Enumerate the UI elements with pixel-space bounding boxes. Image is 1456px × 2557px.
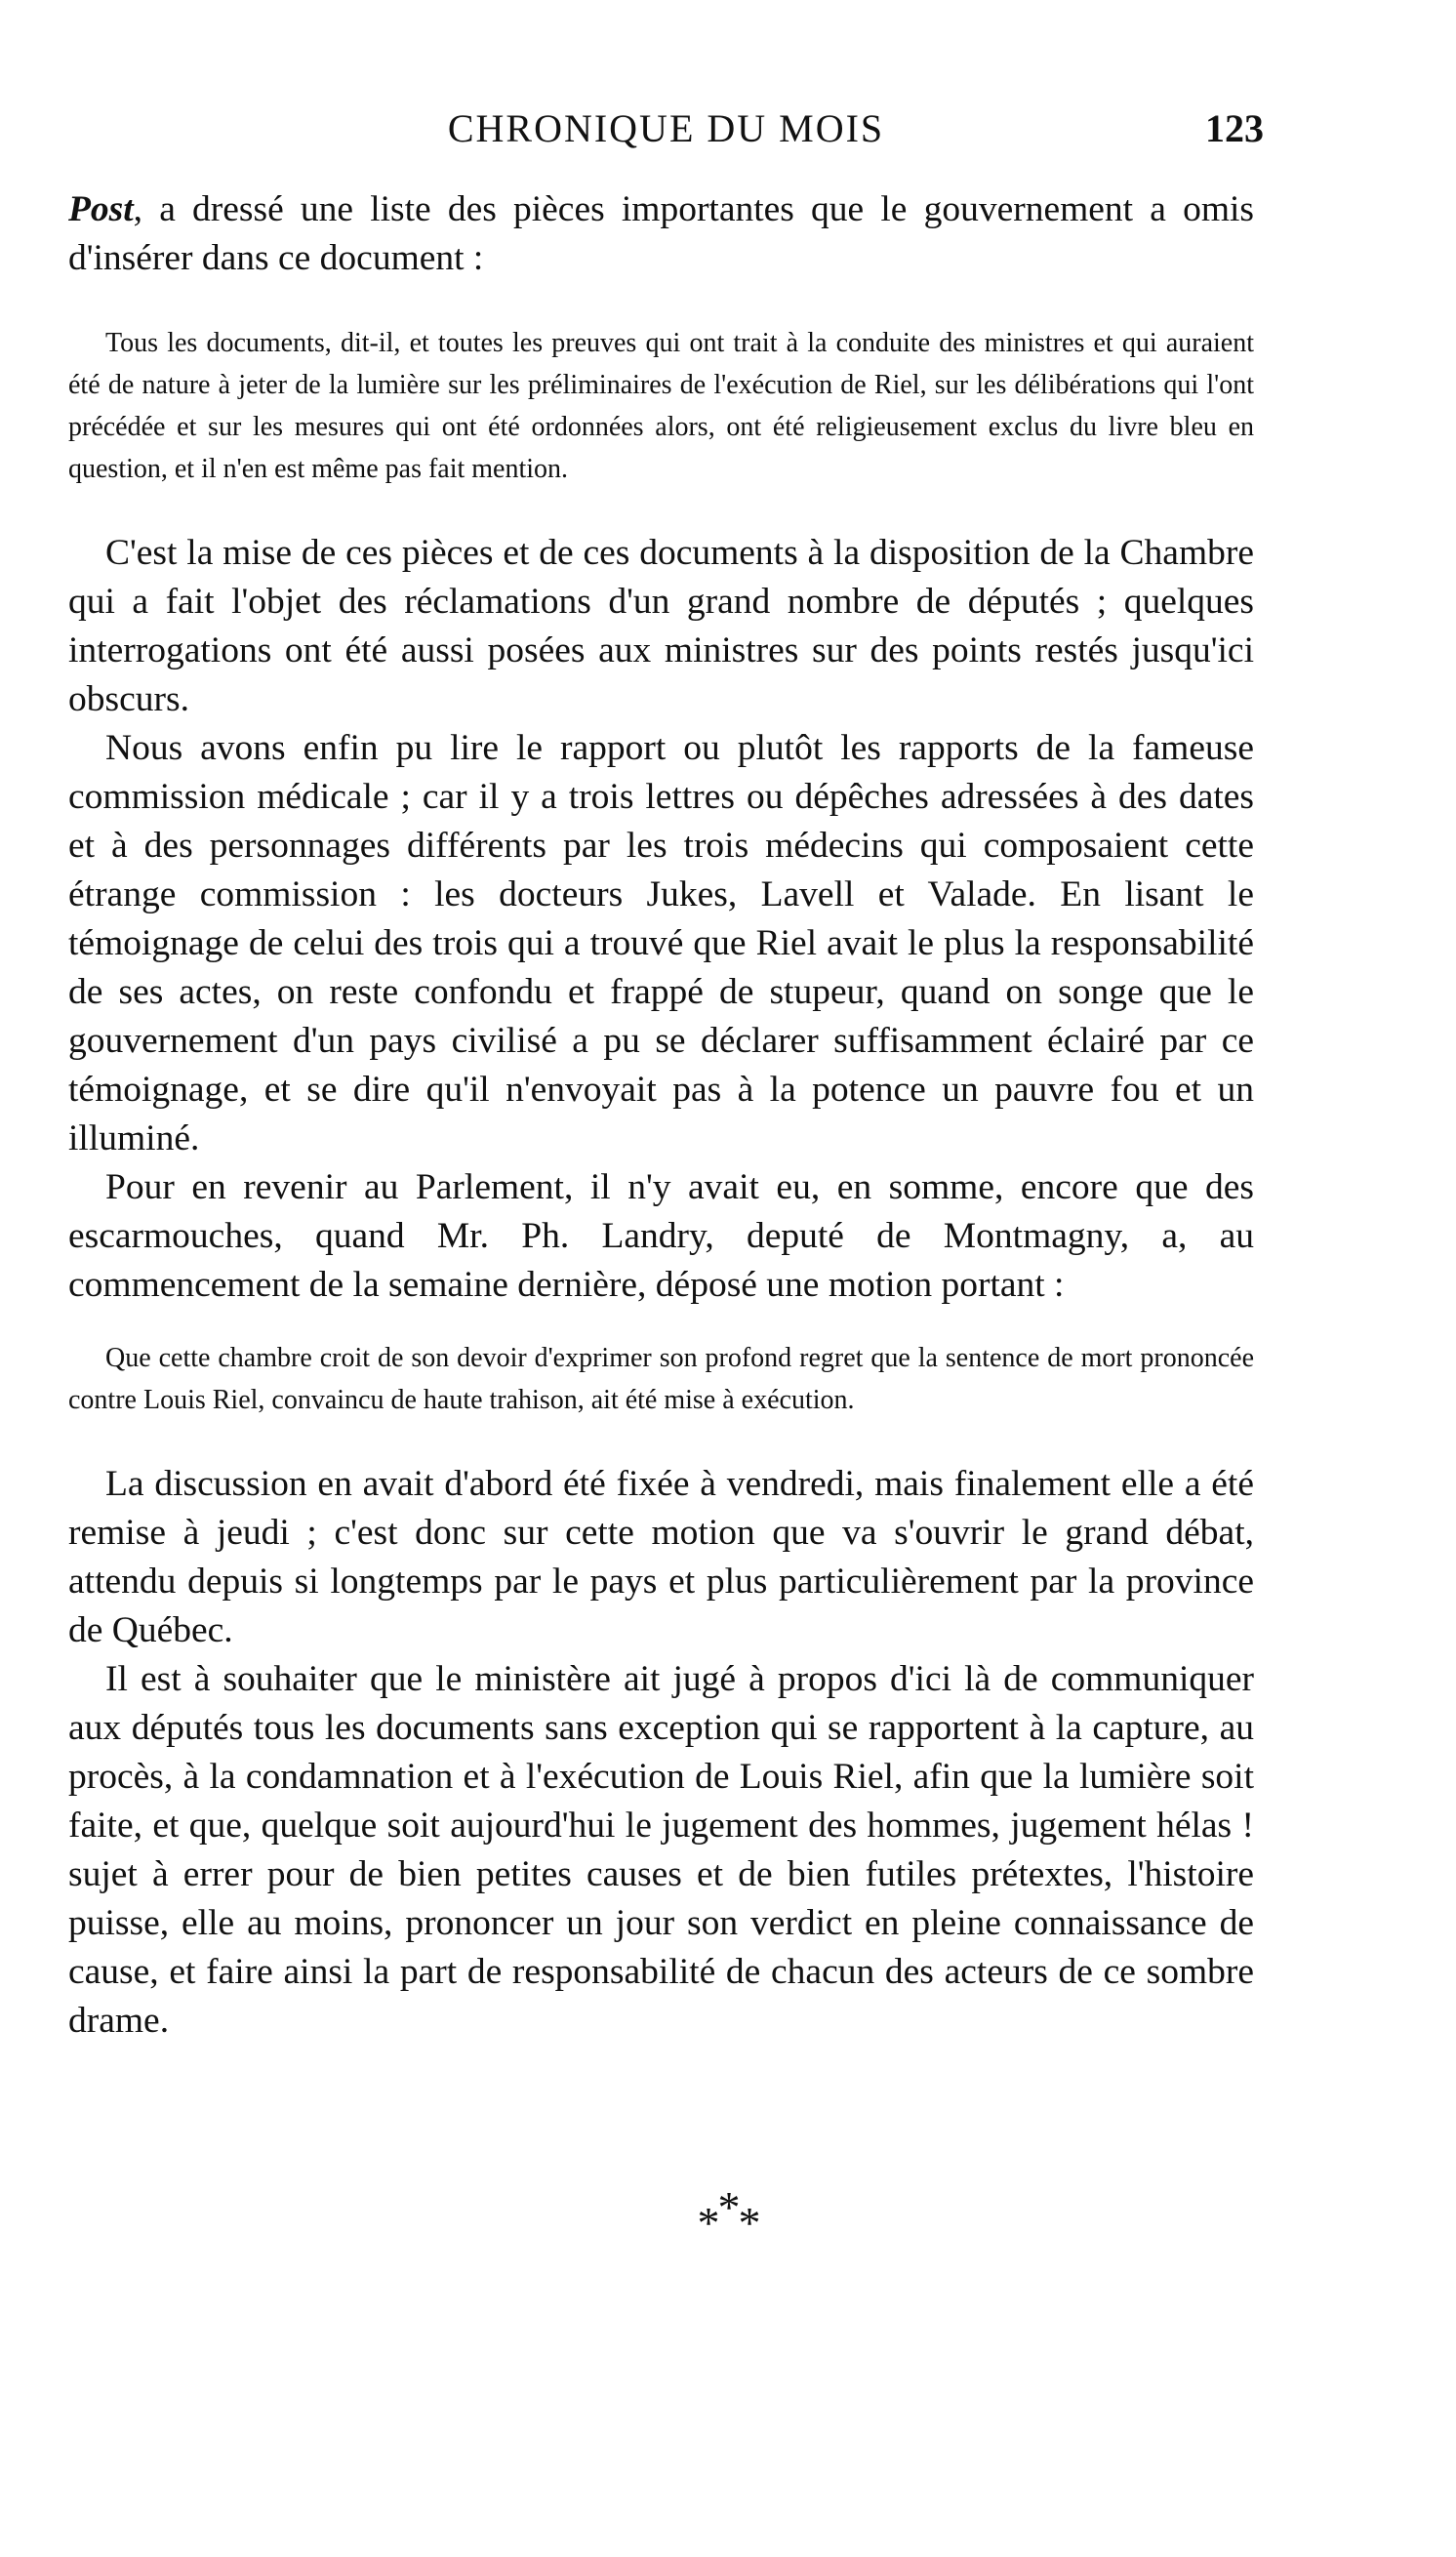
paragraph-text: , a dressé une liste des pièces importantes que le gouvernement a omis d'insérer dans ce document : (68, 189, 1254, 278)
page-body (68, 185, 1254, 2046)
quote-motion: Que cette chambre croit de son devoir d'exprimer son profond regret que la sentence de mort prononcée contre Louis Riel, convaincu de haute trahison, ait été mise à exécution. (68, 1343, 1254, 1415)
page-number: 123 (1205, 106, 1264, 150)
asterism-star-left: * (697, 2198, 718, 2248)
quote-documents: Tous les documents, dit-il, et toutes les preuves qui ont trait à la conduite des ministres et qui auraient été de nature à jeter de la lumière sur les préliminaires de l'exécution de Riel, sur les délibérations qui l'ont précédée et sur les mesures qui ont été ordonnées alors, ont été religieusement exclus du livre bleu en question, et il n'en est même pas fait mention. (68, 328, 1254, 484)
section-break-asterism (0, 2182, 1456, 2248)
paragraph-discussion: La discussion en avait d'abord été fixée à vendredi, mais finalement elle a été remise à jeudi ; c'est donc sur cette motion que va s'ouvrir le grand débat, attendu depuis si longtemps par le pays et plus particulièrement par la province de Québec. (68, 1464, 1254, 1650)
running-title: CHRONIQUE DU MOIS (447, 106, 885, 150)
paragraph-lead-word: Post (68, 189, 134, 229)
asterism-star-top: * (717, 2182, 739, 2232)
paragraph-chambre: C'est la mise de ces pièces et de ces documents à la disposition de la Chambre qui a fait l'objet des réclamations d'un grand nombre de députés ; quelques interrogations ont été aussi posées aux ministres sur des points restés jusqu'ici obscurs. (68, 533, 1254, 719)
paragraph-commission: Nous avons enfin pu lire le rapport ou plutôt les rapports de la fameuse commission médicale ; car il y a trois lettres ou dépêches adressées à des dates et à des personnages différents par les trois médecins qui composaient cette étrange commission : les docteurs Jukes, Lavell et Valade. En lisant le témoignage de celui des trois qui a trouvé que Riel avait le plus la responsabilité de ses actes, on reste confondu et frappé de stupeur, quand on songe que le gouvernement d'un pays civilisé a pu se déclarer suffisamment éclairé par ce témoignage, et se dire qu'il n'envoyait pas à la potence un pauvre fou et un illuminé. (68, 728, 1254, 1158)
paragraph-souhaiter: Il est à souhaiter que le ministère ait jugé à propos d'ici là de communiquer aux députés tous les documents sans exception qui se rapportent à la capture, au procès, à la condamnation et à l'exécution de Louis Riel, afin que la lumière soit faite, et que, quelque soit aujourd'hui le jugement des hommes, jugement hélas ! sujet à errer pour de bien petites causes et de bien futiles prétextes, l'histoire puisse, elle au moins, prononcer un jour son verdict en pleine connaissance de cause, et faire ainsi la part de responsabilité de chacun des acteurs de ce sombre drame. (68, 1659, 1254, 2041)
page-header (68, 105, 1264, 164)
asterism-star-right: * (738, 2198, 759, 2248)
paragraph-post (68, 185, 1254, 283)
paragraph-parlement: Pour en revenir au Parlement, il n'y avait eu, en somme, encore que des escarmouches, quand Mr. Ph. Landry, deputé de Montmagny, a, au commencement de la semaine dernière, déposé une motion portant : (68, 1167, 1254, 1305)
